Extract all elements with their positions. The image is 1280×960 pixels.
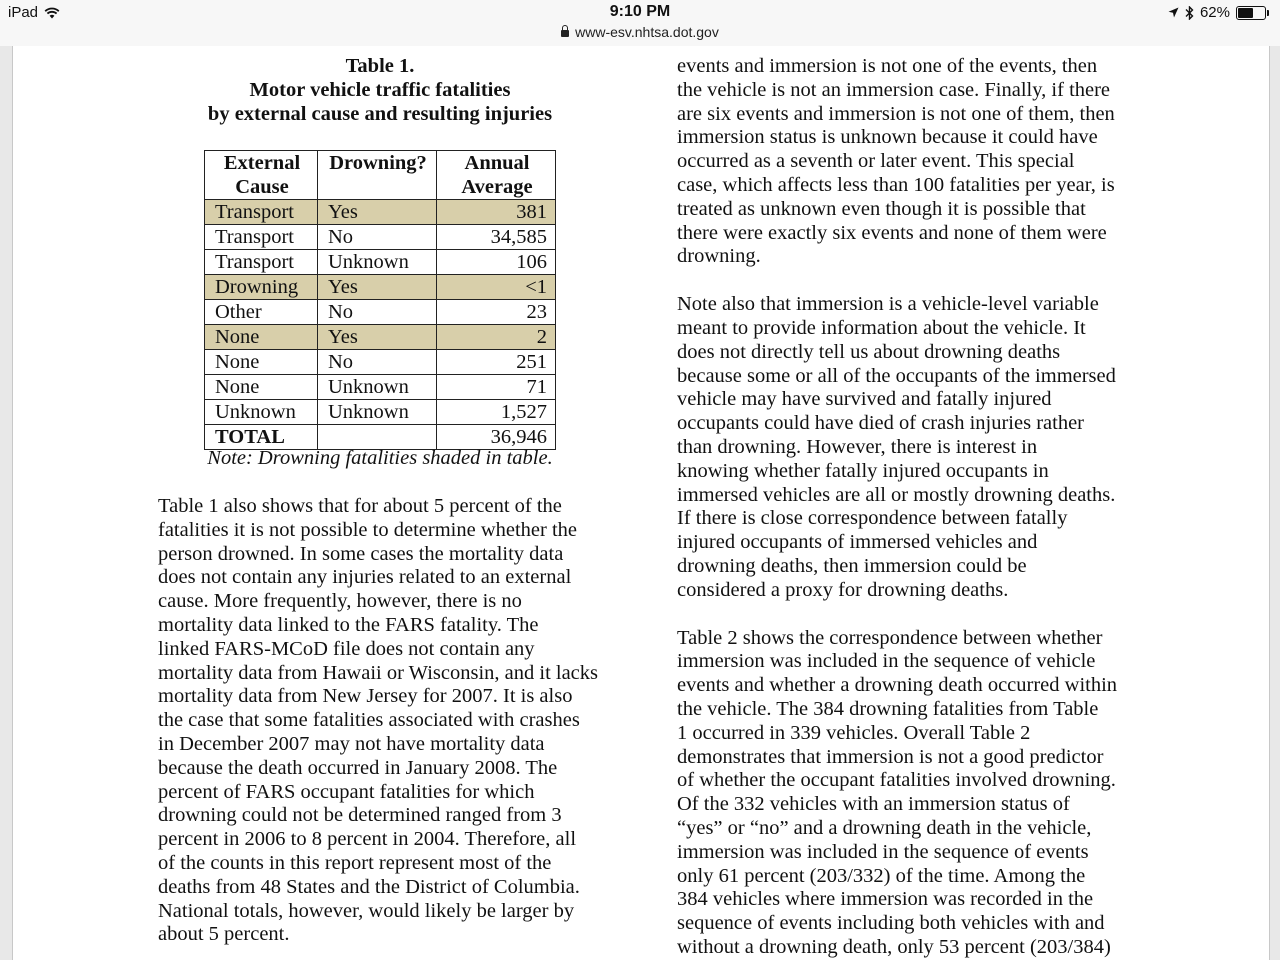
page-left-margin [0,46,13,960]
bluetooth-icon [1185,6,1194,20]
cell-external-cause: Transport [205,250,318,275]
battery-fill [1238,8,1253,18]
cell-external-cause: None [205,325,318,350]
cell-external-cause: None [205,350,318,375]
caption-line-3: by external cause and resulting injuries [207,102,553,125]
battery-percent: 62% [1199,4,1230,21]
address-bar[interactable] [0,24,1280,40]
cell-annual-average: <1 [437,275,556,300]
total-empty-cell [318,425,437,450]
table-row [205,225,556,250]
cell-annual-average: 23 [437,300,556,325]
cell-drowning: No [318,300,437,325]
right-paragraph-1: events and immersion is not one of the events, then the vehicle is not an immersion case. Finally, if there are six events and immersion is not one of them, then immersion status is unknown because it could have occurred as a seventh or later event. This special case, which affects less than 100 fatalities per year, is treated as unknown even though it is possible that there were exactly six events and none of them were drowning. [677,55,1115,268]
caption-line-1: Table 1. [345,55,415,77]
table-row [205,400,556,425]
cell-external-cause: Transport [205,200,318,225]
cell-drowning: Unknown [318,400,437,425]
battery-icon [1236,6,1266,20]
total-value: 36,946 [437,425,556,450]
lock-icon [561,30,569,37]
status-right [1168,4,1266,21]
cell-external-cause: Other [205,300,318,325]
cell-drowning: Yes [318,275,437,300]
cell-drowning: Unknown [318,250,437,275]
cell-annual-average: 106 [437,250,556,275]
cell-external-cause: Unknown [205,400,318,425]
table-row [205,375,556,400]
cell-drowning: Unknown [318,375,437,400]
table-header-row [205,151,556,200]
table-row [205,325,556,350]
caption-line-2: Motor vehicle traffic fatalities [249,78,511,101]
page-right-margin [1269,46,1280,960]
cell-external-cause: Transport [205,225,318,250]
header-external-cause: External Cause [205,151,318,200]
header-annual-average: Annual Average [437,151,556,200]
status-bar [0,0,1280,46]
cell-external-cause: Drowning [205,275,318,300]
cell-annual-average: 381 [437,200,556,225]
cell-drowning: Yes [318,325,437,350]
cell-annual-average: 2 [437,325,556,350]
cell-annual-average: 1,527 [437,400,556,425]
cell-annual-average: 34,585 [437,225,556,250]
cell-annual-average: 251 [437,350,556,375]
left-column [158,495,598,947]
cell-drowning: Yes [318,200,437,225]
table-total-row [205,425,556,450]
right-paragraph-3: Table 2 shows the correspondence between whether immersion was included in the sequence of vehicle events and whether a drowning death occurred within the vehicle. The 384 drowning fatalities from Table 1 occurred in 339 vehicles. Overall Table 2 demonstrates that immersion is not a good predictor of whether the occupant fatalities involved drowning. Of the 332 vehicles with an immersion status of “yes” or “no” and a drowning death in the vehicle, immersion was included in the sequence of events only 61 percent (203/332) of the time. Among the 384 vehicles where immersion was recorded in the sequence of events including both vehicles with and without a drowning death, only 53 percent (203/384) [677,626,1118,958]
cell-external-cause: None [205,375,318,400]
fatalities-table [204,150,556,450]
url-text[interactable]: www-esv.nhtsa.dot.gov [575,24,719,40]
cell-drowning: No [318,225,437,250]
table-row [205,200,556,225]
table-row [205,275,556,300]
header-drowning: Drowning? [318,151,437,200]
table-row [205,300,556,325]
right-column [677,55,1127,960]
clock: 9:10 PM [609,3,671,20]
table-caption [160,55,600,126]
location-arrow-icon [1168,7,1179,18]
table-row [205,350,556,375]
cell-annual-average: 71 [437,375,556,400]
cell-drowning: No [318,350,437,375]
table-note: Note: Drowning fatalities shaded in table. [207,447,553,469]
total-label: TOTAL [205,425,318,450]
table-row [205,250,556,275]
device-name: iPad [8,4,39,21]
left-paragraph: Table 1 also shows that for about 5 percent of the fatalities it is not possible to determine whether the person drowned. In some cases the mortality data does not contain any injuries related to an external cause. More frequently, however, there is no mortality data linked to the FARS fatality. The linked FARS-MCoD file does not contain any mortality data from Hawaii or Wisconsin, and it lacks mortality data from New Jersey for 2007. It is also the case that some fatalities associated with crashes in December 2007 may not have mortality data because the death occurred in January 2008. The percent of FARS occupant fatalities for which drowning could not be determined ranged from 3 percent in 2006 to 8 percent in 2004. Therefore, all of the counts in this report represent most of the deaths from 48 States and the District of Columbia. National totals, however, would likely be larger by about 5 percent. [158,495,599,946]
right-paragraph-2: Note also that immersion is a vehicle-level variable meant to provide information about the vehicle. It does not directly tell us about drowning deaths because some or all of the occupants of the immersed vehicle may have survived and fatally injured occupants could have died of crash injuries rather than drowning. However, there is interest in knowing whether fatally injured occupants in immersed vehicles are all or mostly drowning deaths. If there is close correspondence between fatally injured occupants of immersed vehicles and drowning deaths, then immersion could be considered a proxy for drowning deaths. [677,293,1116,601]
